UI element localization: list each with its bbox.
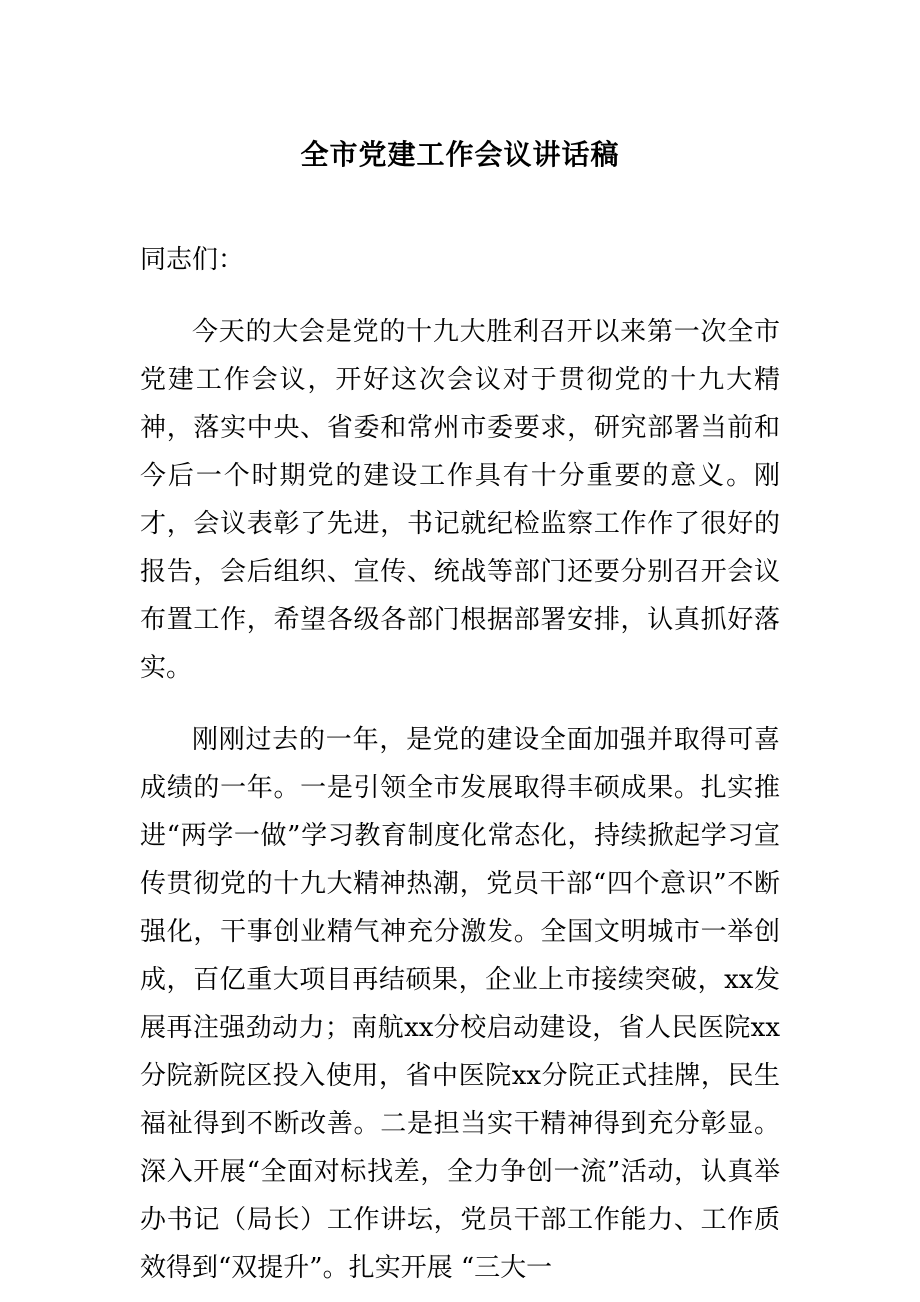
salutation: 同志们：: [140, 245, 245, 275]
paragraph-1: 今天的大会是党的十九大胜利召开以来第一次全市党建工作会议，开好这次会议对于贯彻党的十九大精神，落实中央、省委和常州市委要求，研究部署当前和今后一个时期党的建设工作具有十分重要的意义。刚才，会议表彰了先进，书记就纪检监察工作作了很好的报告，会后组织、宣传、统战等部门还要分别召开会议布置工作，希望各级各部门根据部署安排，认真抓好落实。: [140, 317, 780, 683]
document-body: [140, 236, 780, 1292]
paragraph-2: 刚刚过去的一年，是党的建设全面加强并取得可喜成绩的一年。一是引领全市发展取得丰硕成果。扎实推进“两学一做”学习教育制度化常态化，持续掀起学习宣传贯彻党的十九大精神热潮，党员干部“四个意识”不断强化，干事创业精气神充分激发。全国文明城市一举创成，百亿重大项目再结硕果，企业上市接续突破，xx发展再注强劲动力；南航xx分校启动建设，省人民医院xx分院新院区投入使用，省中医院xx分院正式挂牌，民生福祉得到不断改善。二是担当实干精神得到充分彰显。深入开展“全面对标找差，全力争创一流”活动，认真举办书记（局长）工作讲坛，党员干部工作能力、工作质效得到“双提升”。扎实开展 “三大一: [140, 725, 780, 1283]
document-title: 全市党建工作会议讲话稿: [300, 137, 620, 171]
